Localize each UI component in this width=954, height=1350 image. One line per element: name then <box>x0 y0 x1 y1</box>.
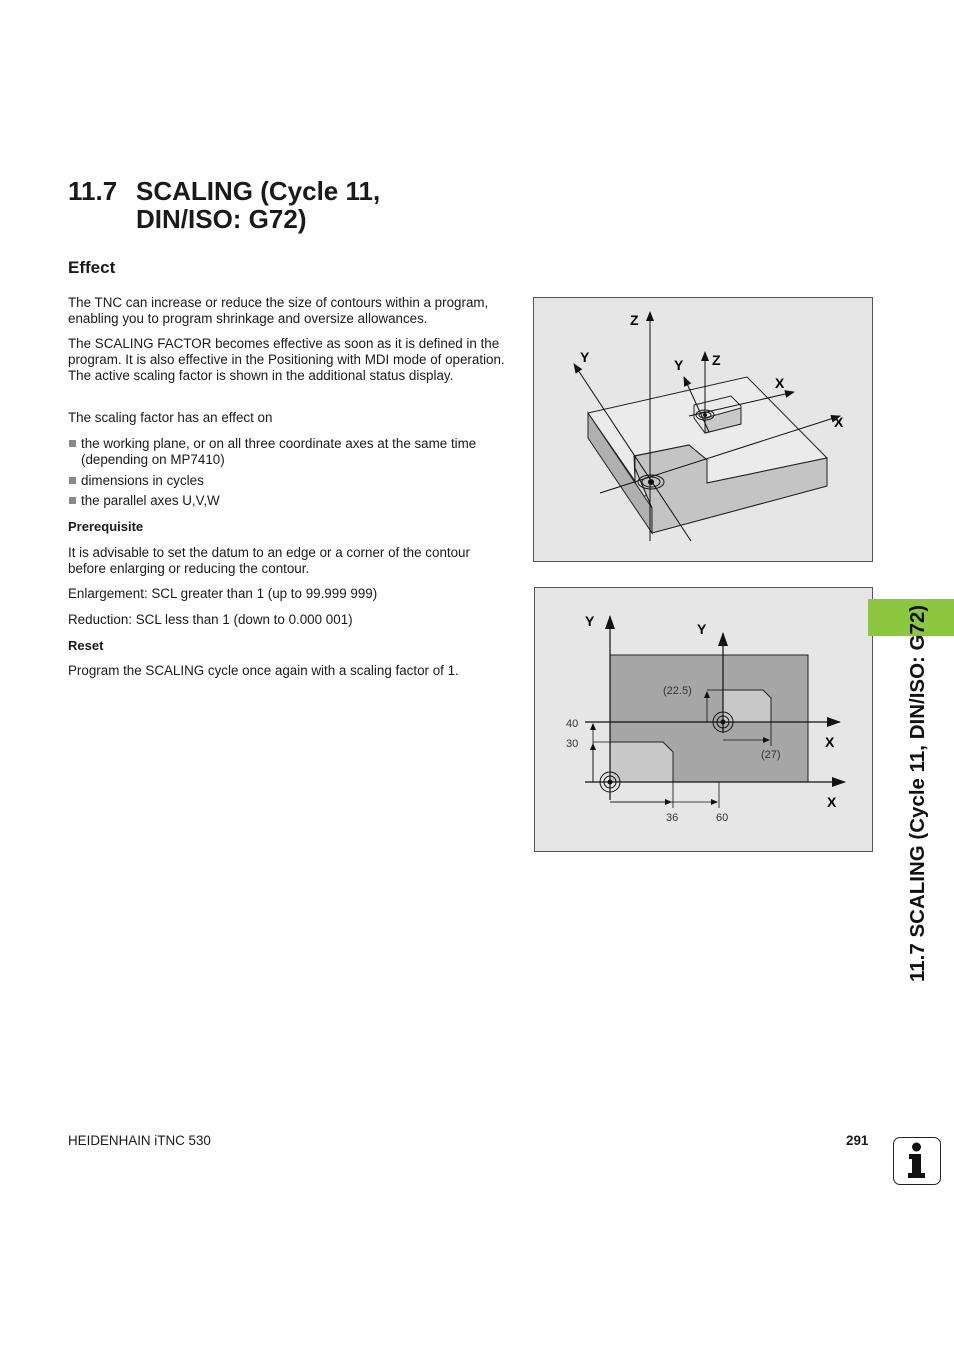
info-icon <box>893 1137 941 1185</box>
effect-para2: The SCALING FACTOR becomes effective as soon as it is defined in the program. It is also effective in the Positioning with MDI mode of operation. The active scaling factor is shown in the additional status display. <box>68 336 505 384</box>
section-number: 11.7 <box>68 176 118 206</box>
axis-label: X <box>834 414 844 430</box>
page-number: 291 <box>846 1133 869 1148</box>
reset-heading: Reset <box>68 638 104 653</box>
dimension-label: 30 <box>566 738 579 750</box>
prerequisite-heading: Prerequisite <box>68 519 144 534</box>
reset-para1: Program the SCALING cycle once again with a scaling factor of 1. <box>68 663 459 678</box>
axis-label: X <box>825 734 835 750</box>
section-title-line1: SCALING (Cycle 11, <box>136 176 381 206</box>
dimension-label: 36 <box>666 812 679 824</box>
dimension-label: (27) <box>761 749 781 761</box>
dimension-label: 40 <box>566 718 579 730</box>
footer-manual-name: HEIDENHAIN iTNC 530 <box>68 1133 211 1148</box>
figure-scaling-dimensions <box>534 587 873 852</box>
axis-label: Y <box>697 621 707 637</box>
prerequisite-para3: Reduction: SCL less than 1 (down to 0.000 001) <box>68 612 353 627</box>
axis-label: Z <box>630 312 639 328</box>
list-item: the working plane, or on all three coordinate axes at the same time (depending on MP7410) <box>68 436 510 468</box>
axis-label: Y <box>580 349 590 365</box>
bullet-square-icon <box>69 497 76 504</box>
axis-label: Y <box>585 613 595 629</box>
prerequisite-para1: It is advisable to set the datum to an edge or a corner of the contour before enlarging or reducing the contour. <box>68 545 470 577</box>
axis-label: Z <box>712 352 721 368</box>
effect-para1: The TNC can increase or reduce the size of contours within a program, enabling you to program shrinkage and oversize allowances. <box>68 295 489 327</box>
isometric-drawing <box>534 298 872 561</box>
list-item: dimensions in cycles <box>68 473 510 489</box>
datum-icon <box>696 410 714 420</box>
effect-para3: The scaling factor has an effect on <box>68 410 273 425</box>
axis-label: X <box>827 794 837 810</box>
dimension-label: 60 <box>716 812 729 824</box>
section-title-line2: DIN/ISO: G72) <box>136 204 307 234</box>
datum-icon <box>638 475 664 489</box>
effect-heading: Effect <box>68 258 116 277</box>
figure-isometric-scaling <box>533 297 873 562</box>
dimension-drawing <box>535 588 872 851</box>
bullet-square-icon <box>69 477 76 484</box>
prerequisite-para2: Enlargement: SCL greater than 1 (up to 99.999 999) <box>68 586 378 601</box>
axis-label: Y <box>674 357 684 373</box>
list-item: the parallel axes U,V,W <box>68 493 510 509</box>
bullet-square-icon <box>69 440 76 447</box>
axis-label: X <box>775 375 785 391</box>
dimension-label: (22.5) <box>663 685 692 697</box>
